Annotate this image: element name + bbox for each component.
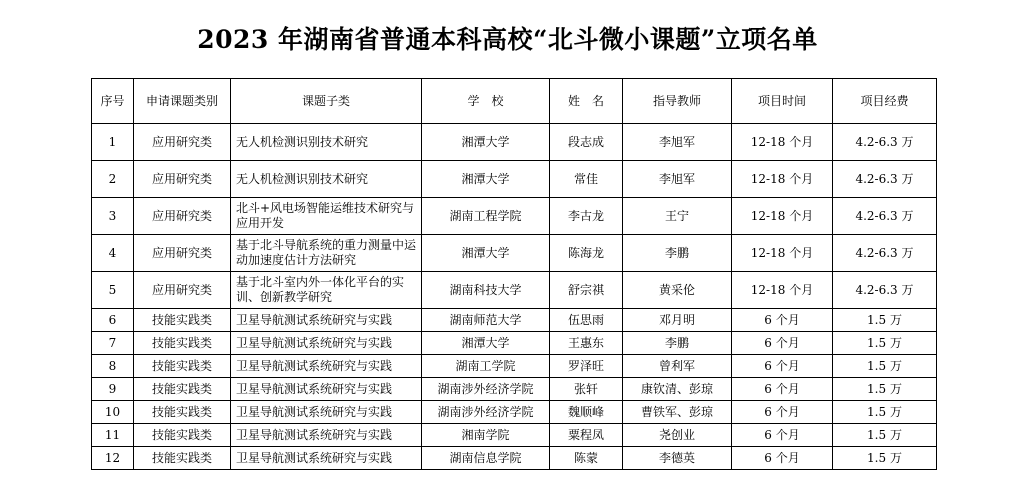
cell-category: 应用研究类 xyxy=(134,161,231,198)
cell-duration: 6 个月 xyxy=(732,447,833,470)
cell-advisor: 李德英 xyxy=(623,447,732,470)
cell-no: 5 xyxy=(92,272,134,309)
cell-school: 湘潭大学 xyxy=(422,161,550,198)
table-row xyxy=(92,424,937,447)
cell-advisor: 尧创业 xyxy=(623,424,732,447)
cell-name: 陈海龙 xyxy=(550,235,623,272)
cell-advisor: 王宁 xyxy=(623,198,732,235)
cell-category: 技能实践类 xyxy=(134,309,231,332)
cell-category: 应用研究类 xyxy=(134,124,231,161)
cell-category: 技能实践类 xyxy=(134,378,231,401)
table-row xyxy=(92,309,937,332)
cell-name: 罗泽旺 xyxy=(550,355,623,378)
cell-duration: 12-18 个月 xyxy=(732,124,833,161)
cell-topic: 卫星导航测试系统研究与实践 xyxy=(231,401,422,424)
cell-funding: 4.2-6.3 万 xyxy=(833,198,937,235)
table-row xyxy=(92,198,937,235)
cell-name: 伍思雨 xyxy=(550,309,623,332)
cell-school: 湘潭大学 xyxy=(422,124,550,161)
cell-no: 7 xyxy=(92,332,134,355)
cell-school: 湖南信息学院 xyxy=(422,447,550,470)
cell-school: 湘潭大学 xyxy=(422,332,550,355)
cell-category: 技能实践类 xyxy=(134,424,231,447)
cell-category: 技能实践类 xyxy=(134,332,231,355)
cell-category: 应用研究类 xyxy=(134,198,231,235)
cell-name: 常佳 xyxy=(550,161,623,198)
cell-advisor: 曹铁军、彭琼 xyxy=(623,401,732,424)
cell-advisor: 邓月明 xyxy=(623,309,732,332)
cell-topic: 卫星导航测试系统研究与实践 xyxy=(231,447,422,470)
cell-no: 12 xyxy=(92,447,134,470)
cell-topic: 卫星导航测试系统研究与实践 xyxy=(231,378,422,401)
cell-duration: 6 个月 xyxy=(732,355,833,378)
cell-duration: 6 个月 xyxy=(732,309,833,332)
cell-duration: 6 个月 xyxy=(732,424,833,447)
cell-category: 技能实践类 xyxy=(134,355,231,378)
cell-advisor: 李旭军 xyxy=(623,161,732,198)
cell-funding: 1.5 万 xyxy=(833,401,937,424)
cell-school: 湘南学院 xyxy=(422,424,550,447)
cell-advisor: 李鹏 xyxy=(623,235,732,272)
cell-no: 11 xyxy=(92,424,134,447)
cell-advisor: 李鹏 xyxy=(623,332,732,355)
cell-no: 2 xyxy=(92,161,134,198)
cell-funding: 4.2-6.3 万 xyxy=(833,124,937,161)
table-row xyxy=(92,378,937,401)
cell-no: 8 xyxy=(92,355,134,378)
cell-funding: 1.5 万 xyxy=(833,332,937,355)
cell-no: 3 xyxy=(92,198,134,235)
cell-no: 10 xyxy=(92,401,134,424)
cell-advisor: 康钦清、彭琼 xyxy=(623,378,732,401)
cell-topic: 无人机检测识别技术研究 xyxy=(231,161,422,198)
cell-name: 张轩 xyxy=(550,378,623,401)
cell-no: 9 xyxy=(92,378,134,401)
cell-funding: 4.2-6.3 万 xyxy=(833,235,937,272)
table-row xyxy=(92,401,937,424)
table-body xyxy=(92,124,937,470)
header-category: 申请课题类别 xyxy=(134,79,231,124)
header-funding: 项目经费 xyxy=(833,79,937,124)
cell-no: 4 xyxy=(92,235,134,272)
cell-advisor: 曾利军 xyxy=(623,355,732,378)
cell-topic: 卫星导航测试系统研究与实践 xyxy=(231,355,422,378)
cell-funding: 4.2-6.3 万 xyxy=(833,161,937,198)
table-header-row xyxy=(92,79,937,124)
header-name: 姓 名 xyxy=(550,79,623,124)
page-title: 2023 年湖南省普通本科高校“北斗微小课题”立项名单 xyxy=(197,25,818,54)
cell-topic: 卫星导航测试系统研究与实践 xyxy=(231,332,422,355)
cell-school: 湘潭大学 xyxy=(422,235,550,272)
cell-school: 湖南涉外经济学院 xyxy=(422,378,550,401)
cell-duration: 12-18 个月 xyxy=(732,198,833,235)
cell-school: 湖南工程学院 xyxy=(422,198,550,235)
cell-funding: 1.5 万 xyxy=(833,447,937,470)
cell-school: 湖南涉外经济学院 xyxy=(422,401,550,424)
cell-duration: 12-18 个月 xyxy=(732,272,833,309)
cell-category: 技能实践类 xyxy=(134,401,231,424)
header-duration: 项目时间 xyxy=(732,79,833,124)
table-row xyxy=(92,161,937,198)
table-row xyxy=(92,235,937,272)
cell-name: 段志成 xyxy=(550,124,623,161)
cell-no: 6 xyxy=(92,309,134,332)
cell-name: 王惠东 xyxy=(550,332,623,355)
cell-topic: 基于北斗室内外一体化平台的实训、创新教学研究 xyxy=(231,272,422,309)
cell-advisor: 黄采伦 xyxy=(623,272,732,309)
table-row xyxy=(92,355,937,378)
table-row xyxy=(92,124,937,161)
cell-funding: 1.5 万 xyxy=(833,355,937,378)
cell-name: 李古龙 xyxy=(550,198,623,235)
cell-name: 陈蒙 xyxy=(550,447,623,470)
table-row xyxy=(92,447,937,470)
cell-name: 舒宗祺 xyxy=(550,272,623,309)
cell-school: 湖南科技大学 xyxy=(422,272,550,309)
cell-no: 1 xyxy=(92,124,134,161)
cell-topic: 基于北斗导航系统的重力测量中运动加速度估计方法研究 xyxy=(231,235,422,272)
cell-funding: 4.2-6.3 万 xyxy=(833,272,937,309)
cell-category: 应用研究类 xyxy=(134,235,231,272)
cell-name: 魏顺峰 xyxy=(550,401,623,424)
cell-advisor: 李旭军 xyxy=(623,124,732,161)
header-school: 学 校 xyxy=(422,79,550,124)
cell-duration: 6 个月 xyxy=(732,378,833,401)
cell-duration: 12-18 个月 xyxy=(732,161,833,198)
cell-school: 湖南工学院 xyxy=(422,355,550,378)
cell-funding: 1.5 万 xyxy=(833,378,937,401)
cell-topic: 卫星导航测试系统研究与实践 xyxy=(231,309,422,332)
cell-topic: 北斗+风电场智能运维技术研究与应用开发 xyxy=(231,198,422,235)
header-no: 序号 xyxy=(92,79,134,124)
table-row xyxy=(92,332,937,355)
cell-category: 技能实践类 xyxy=(134,447,231,470)
header-topic: 课题子类 xyxy=(231,79,422,124)
cell-funding: 1.5 万 xyxy=(833,424,937,447)
cell-duration: 6 个月 xyxy=(732,332,833,355)
cell-school: 湖南师范大学 xyxy=(422,309,550,332)
table-row xyxy=(92,272,937,309)
cell-topic: 无人机检测识别技术研究 xyxy=(231,124,422,161)
project-list-table xyxy=(91,78,937,470)
cell-name: 粟程凤 xyxy=(550,424,623,447)
header-advisor: 指导教师 xyxy=(623,79,732,124)
cell-topic: 卫星导航测试系统研究与实践 xyxy=(231,424,422,447)
cell-duration: 6 个月 xyxy=(732,401,833,424)
cell-funding: 1.5 万 xyxy=(833,309,937,332)
cell-duration: 12-18 个月 xyxy=(732,235,833,272)
cell-category: 应用研究类 xyxy=(134,272,231,309)
